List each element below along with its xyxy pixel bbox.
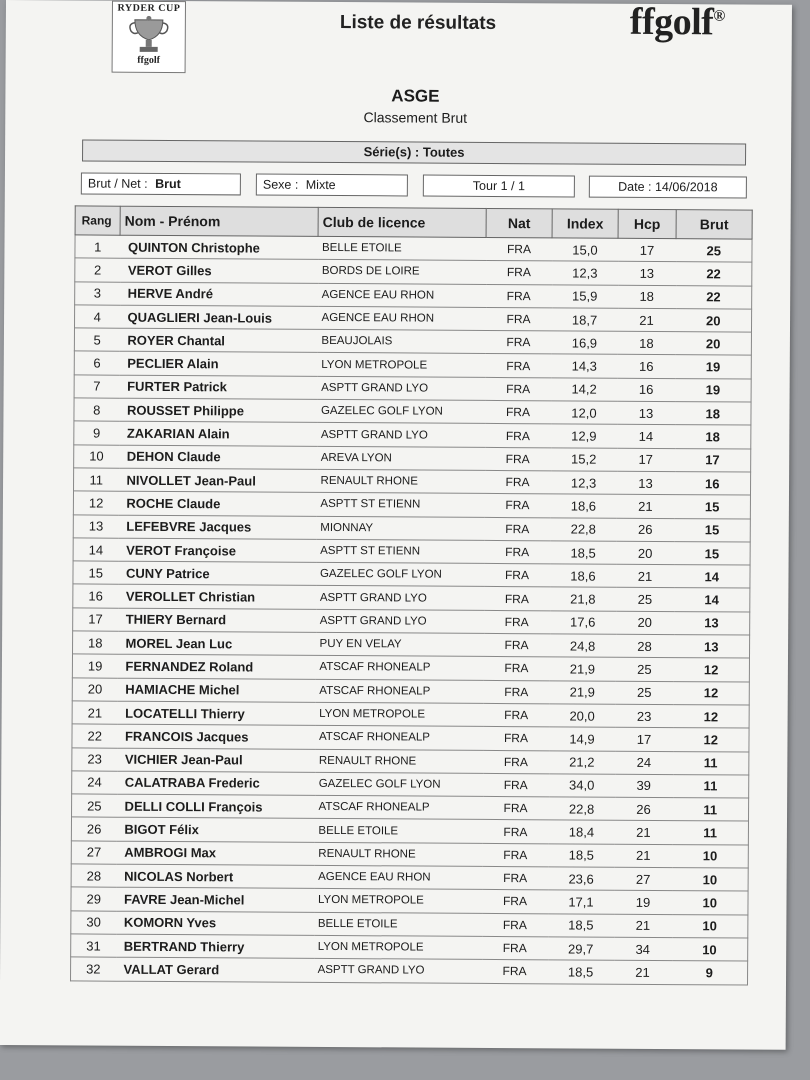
cell-brut: 16 — [674, 472, 750, 496]
cell-club: BORDS DE LOIRE — [318, 260, 486, 284]
cell-index: 18,4 — [548, 820, 614, 844]
cell-hcp: 21 — [616, 564, 674, 588]
cell-hcp: 21 — [617, 308, 675, 332]
cell-club: AGENCE EAU RHON — [318, 283, 486, 307]
cell-rang: 19 — [72, 654, 117, 678]
cell-brut: 13 — [674, 611, 750, 635]
cell-name: NICOLAS Norbert — [116, 864, 314, 889]
cell-nat: FRA — [485, 331, 551, 355]
cell-index: 21,9 — [549, 657, 615, 681]
cell-index: 12,9 — [551, 424, 617, 448]
cell-name: CALATRABA Frederic — [117, 771, 315, 796]
results-body — [71, 235, 753, 985]
cell-brut: 11 — [673, 751, 749, 775]
cell-club: GAZELEC GOLF LYON — [315, 772, 483, 796]
brut-net-filter — [81, 172, 241, 195]
cell-hcp: 21 — [614, 844, 672, 868]
cell-brut: 19 — [675, 378, 751, 402]
cell-name: VEROT Gilles — [120, 258, 318, 283]
cell-club: ATSCAF RHONEALP — [315, 679, 483, 703]
cell-index: 18,6 — [550, 564, 616, 588]
cell-brut: 12 — [673, 728, 749, 752]
cell-rang: 32 — [71, 957, 116, 981]
cell-index: 14,3 — [551, 354, 617, 378]
cell-rang: 14 — [73, 538, 118, 562]
cell-hcp: 21 — [614, 914, 672, 938]
cell-index: 18,5 — [548, 960, 614, 984]
cell-nat: FRA — [484, 564, 550, 588]
cell-index: 12,3 — [552, 261, 618, 285]
cell-rang: 7 — [74, 375, 119, 399]
cell-index: 22,8 — [548, 797, 614, 821]
cell-nat: FRA — [484, 494, 550, 518]
cell-index: 34,0 — [549, 774, 615, 798]
sexe-filter — [256, 174, 408, 197]
cell-nat: FRA — [484, 540, 550, 564]
cell-club: ASPTT GRAND LYO — [316, 609, 484, 633]
cell-name: BERTRAND Thierry — [116, 934, 314, 959]
document-title: Liste de résultats — [339, 12, 497, 34]
cell-rang: 11 — [74, 468, 119, 492]
cell-brut: 11 — [672, 798, 748, 822]
cell-index: 24,8 — [549, 634, 615, 658]
cell-brut: 10 — [672, 844, 748, 868]
cell-index: 22,8 — [550, 517, 616, 541]
cell-nat: FRA — [485, 424, 551, 448]
cell-hcp: 18 — [618, 285, 676, 309]
cell-name: ROYER Chantal — [119, 328, 317, 353]
sexe-value: Mixte — [305, 177, 336, 193]
cell-brut: 13 — [673, 635, 749, 659]
registered-mark-icon: ® — [713, 7, 725, 25]
cell-brut: 18 — [675, 425, 751, 449]
logo-left-top-text: RYDER CUP — [117, 2, 181, 15]
cell-nat: FRA — [482, 960, 548, 984]
table-header-row — [75, 206, 752, 239]
cell-nat: FRA — [484, 470, 550, 494]
cell-brut: 12 — [673, 681, 749, 705]
cell-club: ATSCAF RHONEALP — [315, 656, 483, 680]
cell-rang: 28 — [71, 864, 116, 888]
cell-name: QUAGLIERI Jean-Louis — [119, 305, 317, 330]
cell-hcp: 34 — [614, 937, 672, 961]
cell-index: 23,6 — [548, 867, 614, 891]
cell-hcp: 17 — [615, 727, 673, 751]
cell-name: VALLAT Gerard — [116, 957, 314, 982]
cell-club: MIONNAY — [316, 516, 484, 540]
cell-name: DELLI COLLI François — [117, 794, 315, 819]
cell-nat: FRA — [485, 354, 551, 378]
cell-club: ASPTT ST ETIENN — [316, 493, 484, 517]
cell-rang: 24 — [72, 771, 117, 795]
cell-hcp: 25 — [615, 658, 673, 682]
cell-nat: FRA — [483, 797, 549, 821]
ranking-type: Classement Brut — [363, 109, 468, 126]
cell-brut: 10 — [672, 937, 748, 961]
cell-brut: 15 — [674, 495, 750, 519]
cell-brut: 10 — [672, 891, 748, 915]
cell-rang: 31 — [71, 934, 116, 958]
cell-rang: 15 — [73, 561, 118, 585]
cell-club: LYON METROPOLE — [315, 702, 483, 726]
col-header-index: Index — [552, 209, 618, 238]
cell-nat: FRA — [482, 820, 548, 844]
cell-index: 15,9 — [552, 284, 618, 308]
cell-nat: FRA — [486, 284, 552, 308]
cell-name: VEROT Françoise — [118, 538, 316, 563]
cell-club: BELLE ETOILE — [314, 912, 482, 936]
cell-name: MOREL Jean Luc — [118, 631, 316, 656]
cell-rang: 29 — [71, 887, 116, 911]
cell-nat: FRA — [483, 773, 549, 797]
cell-club: BELLE ETOILE — [314, 819, 482, 843]
cell-brut: 15 — [674, 541, 750, 565]
cell-club: ATSCAF RHONEALP — [315, 796, 483, 820]
col-header-rang: Rang — [75, 206, 120, 235]
cell-hcp: 17 — [617, 448, 675, 472]
cell-index: 15,2 — [551, 448, 617, 472]
cell-club: RENAULT RHONE — [316, 469, 484, 493]
cell-nat: FRA — [483, 703, 549, 727]
cell-club: GAZELEC GOLF LYON — [317, 399, 485, 423]
cell-rang: 9 — [74, 421, 119, 445]
cell-hcp: 23 — [615, 704, 673, 728]
cell-name: CUNY Patrice — [118, 561, 316, 586]
cell-rang: 26 — [71, 817, 116, 841]
cell-nat: FRA — [482, 843, 548, 867]
cell-club: AGENCE EAU RHON — [314, 865, 482, 889]
cell-index: 12,3 — [550, 471, 616, 495]
cell-name: FERNANDEZ Roland — [117, 655, 315, 680]
cell-brut: 17 — [675, 448, 751, 472]
col-header-nat: Nat — [486, 208, 552, 237]
cell-name: LEFEBVRE Jacques — [118, 515, 316, 540]
cell-index: 18,5 — [550, 541, 616, 565]
cell-name: ZAKARIAN Alain — [119, 422, 317, 447]
cell-name: PECLIER Alain — [119, 352, 317, 377]
cell-club: BEAUJOLAIS — [317, 330, 485, 354]
cell-hcp: 26 — [614, 797, 672, 821]
sexe-label: Sexe : — [262, 177, 299, 192]
cell-nat: FRA — [485, 307, 551, 331]
cell-rang: 18 — [73, 631, 118, 655]
cell-hcp: 28 — [615, 634, 673, 658]
cell-club: LYON METROPOLE — [314, 889, 482, 913]
cell-rang: 20 — [72, 678, 117, 702]
cell-index: 12,0 — [551, 401, 617, 425]
cell-brut: 20 — [675, 332, 751, 356]
cell-index: 14,9 — [549, 727, 615, 751]
cell-nat: FRA — [485, 377, 551, 401]
cell-hcp: 39 — [615, 774, 673, 798]
logo-left-bottom-text: ffgolf — [137, 54, 161, 66]
cell-brut: 19 — [675, 355, 751, 379]
cell-brut: 15 — [674, 518, 750, 542]
tour-filter: Tour 1 / 1 — [423, 175, 575, 198]
results-table — [70, 205, 753, 985]
cell-index: 17,6 — [550, 611, 616, 635]
cell-hcp: 20 — [616, 541, 674, 565]
cell-rang: 25 — [72, 794, 117, 818]
cell-brut: 18 — [675, 402, 751, 426]
cell-hcp: 13 — [617, 401, 675, 425]
cell-club: LYON METROPOLE — [314, 935, 482, 959]
cell-hcp: 25 — [616, 588, 674, 612]
cell-index: 18,5 — [548, 913, 614, 937]
cell-hcp: 25 — [615, 681, 673, 705]
cell-index: 16,9 — [551, 331, 617, 355]
col-header-hcp: Hcp — [618, 209, 676, 238]
cell-rang: 1 — [75, 235, 120, 259]
cell-rang: 8 — [74, 398, 119, 422]
cell-nat: FRA — [483, 750, 549, 774]
cell-index: 21,9 — [549, 680, 615, 704]
cell-hcp: 24 — [615, 751, 673, 775]
table-row — [71, 957, 748, 984]
cell-nat: FRA — [483, 633, 549, 657]
cell-nat: FRA — [486, 261, 552, 285]
cell-brut: 22 — [676, 262, 752, 286]
cell-hcp: 16 — [617, 378, 675, 402]
cell-club: GAZELEC GOLF LYON — [316, 563, 484, 587]
cell-hcp: 13 — [616, 471, 674, 495]
col-header-brut: Brut — [676, 210, 752, 239]
cell-club: AGENCE EAU RHON — [317, 306, 485, 330]
cell-index: 17,1 — [548, 890, 614, 914]
cell-brut: 12 — [673, 705, 749, 729]
cell-nat: FRA — [485, 447, 551, 471]
cell-nat: FRA — [484, 587, 550, 611]
cell-club: RENAULT RHONE — [314, 842, 482, 866]
cell-name: KOMORN Yves — [116, 911, 314, 936]
cell-index: 14,2 — [551, 378, 617, 402]
cell-club: ASPTT GRAND LYO — [317, 423, 485, 447]
cell-nat: FRA — [482, 936, 548, 960]
cell-hcp: 16 — [617, 355, 675, 379]
cell-brut: 14 — [674, 565, 750, 589]
cell-brut: 20 — [675, 308, 751, 332]
cell-hcp: 19 — [614, 891, 672, 915]
cell-brut: 22 — [676, 285, 752, 309]
cell-name: FRANCOIS Jacques — [117, 724, 315, 749]
cell-hcp: 21 — [614, 960, 672, 984]
cell-index: 18,7 — [551, 308, 617, 332]
cell-name: ROUSSET Philippe — [119, 398, 317, 423]
cell-hcp: 26 — [616, 518, 674, 542]
cell-index: 21,8 — [550, 587, 616, 611]
brut-net-label: Brut / Net : — [87, 176, 148, 191]
cell-name: THIERY Bernard — [118, 608, 316, 633]
cell-hcp: 13 — [618, 262, 676, 286]
date-filter: Date : 14/06/2018 — [589, 176, 747, 199]
cell-brut: 9 — [672, 961, 748, 985]
cell-name: AMBROGI Max — [116, 841, 314, 866]
cell-rang: 5 — [74, 328, 119, 352]
cell-index: 18,5 — [548, 844, 614, 868]
cell-club: ASPTT GRAND LYO — [314, 959, 482, 983]
cell-brut: 11 — [672, 821, 748, 845]
cell-index: 29,7 — [548, 937, 614, 961]
cell-rang: 27 — [71, 841, 116, 865]
ffgolf-logo — [630, 0, 725, 44]
cell-rang: 17 — [73, 608, 118, 632]
cell-brut: 14 — [674, 588, 750, 612]
cell-club: PUY EN VELAY — [316, 632, 484, 656]
cell-name: NIVOLLET Jean-Paul — [118, 468, 316, 493]
cell-club: ATSCAF RHONEALP — [315, 726, 483, 750]
cell-nat: FRA — [483, 727, 549, 751]
cell-nat: FRA — [483, 680, 549, 704]
col-header-name: Nom - Prénom — [120, 206, 318, 236]
cell-rang: 10 — [74, 445, 119, 469]
cell-index: 18,6 — [550, 494, 616, 518]
cell-name: FURTER Patrick — [119, 375, 317, 400]
cell-nat: FRA — [482, 890, 548, 914]
cell-name: VICHIER Jean-Paul — [117, 748, 315, 773]
cell-name: FAVRE Jean-Michel — [116, 888, 314, 913]
cell-hcp: 21 — [614, 821, 672, 845]
trophy-icon — [127, 16, 171, 54]
cell-club: LYON METROPOLE — [317, 353, 485, 377]
ffgolf-logo-text: ffgolf — [629, 0, 714, 44]
cell-nat: FRA — [482, 913, 548, 937]
cell-hcp: 17 — [618, 238, 676, 262]
cell-rang: 16 — [73, 584, 118, 608]
cell-name: QUINTON Christophe — [120, 235, 318, 260]
cell-index: 21,2 — [549, 750, 615, 774]
cell-name: BIGOT Félix — [116, 818, 314, 843]
cell-rang: 6 — [74, 351, 119, 375]
cell-nat: FRA — [485, 401, 551, 425]
cell-hcp: 18 — [617, 331, 675, 355]
cell-hcp: 27 — [614, 867, 672, 891]
cell-hcp: 21 — [616, 495, 674, 519]
cell-rang: 4 — [74, 305, 119, 329]
cell-rang: 2 — [75, 258, 120, 282]
cell-club: ASPTT ST ETIENN — [316, 539, 484, 563]
cell-brut: 10 — [672, 914, 748, 938]
cell-name: LOCATELLI Thierry — [117, 701, 315, 726]
cell-brut: 10 — [672, 868, 748, 892]
cell-rang: 12 — [73, 491, 118, 515]
cell-hcp: 20 — [616, 611, 674, 635]
cell-index: 15,0 — [552, 238, 618, 262]
cell-brut: 25 — [676, 239, 752, 263]
cell-club: RENAULT RHONE — [315, 749, 483, 773]
cell-brut: 12 — [673, 658, 749, 682]
cell-nat: FRA — [484, 610, 550, 634]
cell-club: ASPTT GRAND LYO — [317, 376, 485, 400]
series-filter: Série(s) : Toutes — [82, 139, 746, 165]
cell-rang: 22 — [72, 724, 117, 748]
cell-name: DEHON Claude — [119, 445, 317, 470]
cell-club: BELLE ETOILE — [318, 236, 486, 260]
club-name: ASGE — [391, 86, 440, 106]
cell-rang: 13 — [73, 514, 118, 538]
cell-brut: 11 — [673, 774, 749, 798]
cell-name: HAMIACHE Michel — [117, 678, 315, 703]
ryder-cup-logo — [112, 1, 186, 73]
brut-net-value: Brut — [155, 176, 181, 192]
col-header-club: Club de licence — [318, 207, 486, 237]
cell-club: AREVA LYON — [317, 446, 485, 470]
cell-name: VEROLLET Christian — [118, 585, 316, 610]
cell-rang: 30 — [71, 911, 116, 935]
cell-club: ASPTT GRAND LYO — [316, 586, 484, 610]
cell-rang: 23 — [72, 747, 117, 771]
cell-nat: FRA — [486, 237, 552, 261]
cell-nat: FRA — [484, 517, 550, 541]
cell-index: 20,0 — [549, 704, 615, 728]
cell-hcp: 14 — [617, 425, 675, 449]
cell-name: ROCHE Claude — [118, 491, 316, 516]
cell-nat: FRA — [483, 657, 549, 681]
cell-rang: 3 — [75, 282, 120, 306]
cell-nat: FRA — [482, 866, 548, 890]
cell-rang: 21 — [72, 701, 117, 725]
cell-name: HERVE André — [120, 282, 318, 307]
